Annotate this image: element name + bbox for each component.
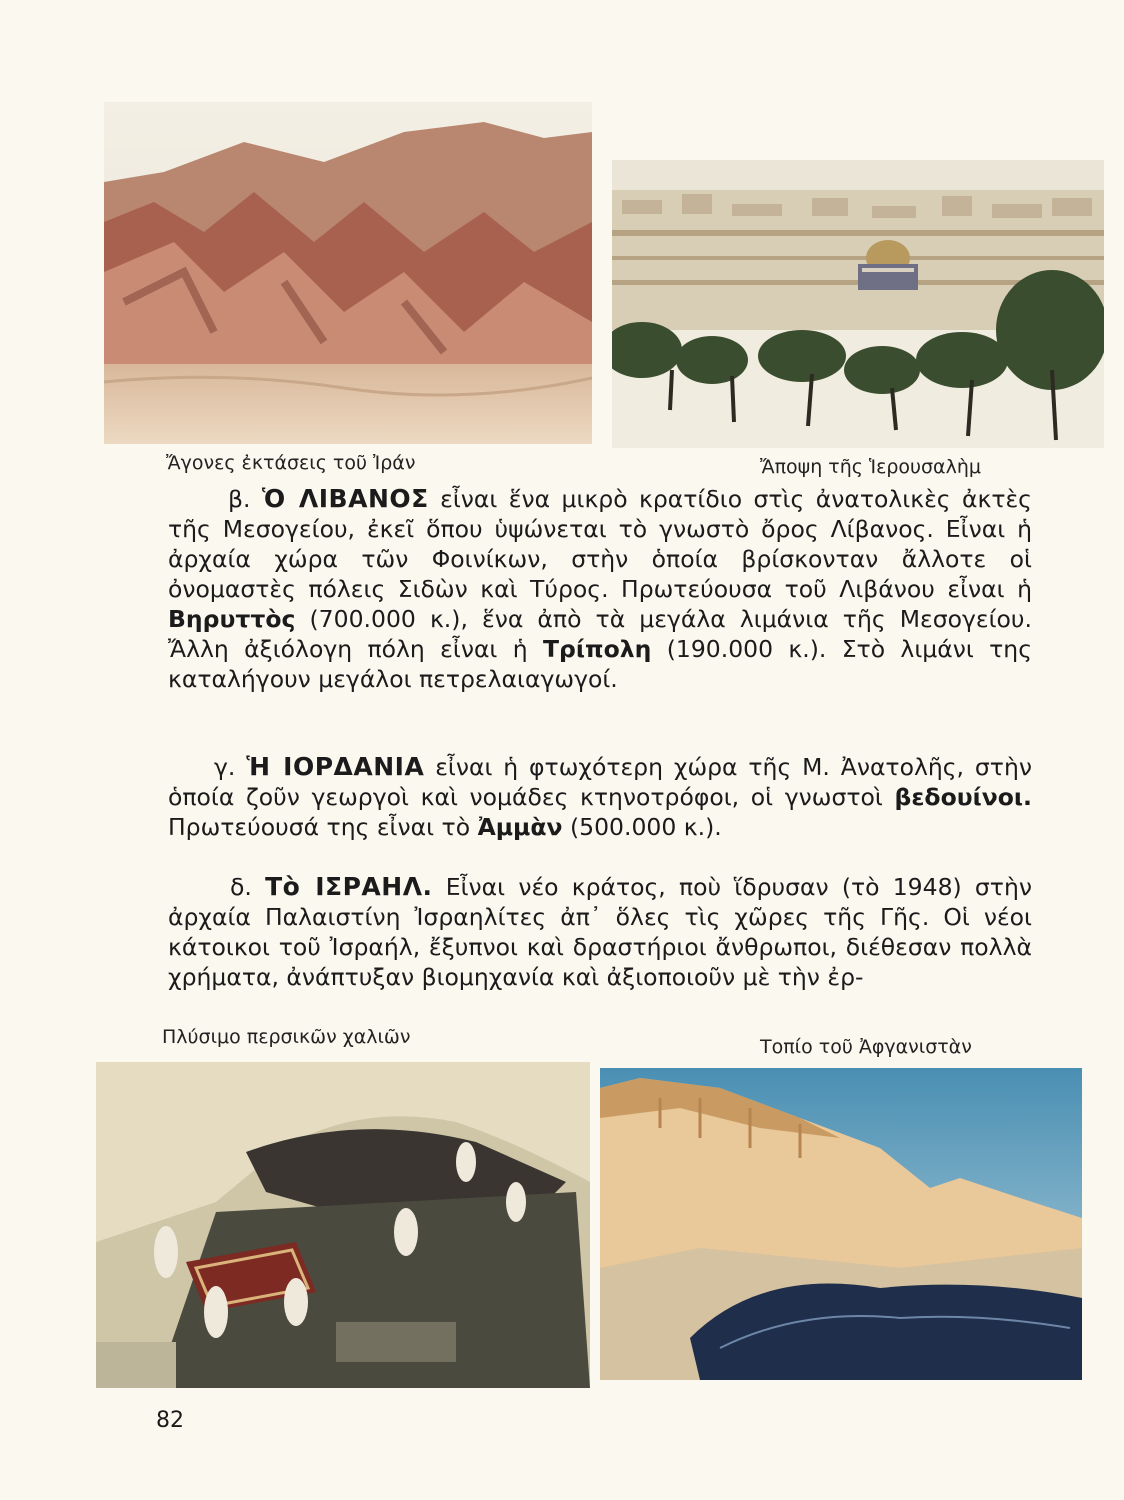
paragraph-israel	[168, 872, 1032, 992]
heading-jordan: Ἡ ΙΟΡΔΑΝΙΑ	[246, 752, 425, 781]
capital-amman: Ἀμμὰν	[477, 813, 563, 841]
caption-afghanistan: Τοπίο τοῦ Ἀφγανιστὰν	[760, 1036, 972, 1058]
text-israel-1: Εἶναι νέο κράτος, ποὺ ἵδρυσαν (τὸ 1948) στὴν ἀρχαία Παλαιστίνη Ἰσραηλίτες ἀπ᾽ ὅλες τὶς χῶρες τῆς Γῆς. Οἱ νέοι κάτοικοι τοῦ Ἰσραήλ, ἔξυπνοι καὶ δραστήριοι ἄνθρωποι, διέθεσαν πολλὰ χρήματα, ἀνάπτυξαν βιομηχανία καὶ ἀξιοποιοῦν μὲ τὴν ἐρ-	[168, 873, 1032, 991]
text-jordan-3: (500.000 κ.).	[569, 813, 722, 841]
page-number: 82	[156, 1408, 184, 1433]
section-letter-jordan: γ.	[214, 753, 236, 781]
text-jordan-1: εἶναι ἡ φτωχότερη χώρα τῆς Μ. Ἀνατολῆς, στὴν ὁποία ζοῦν γεωργοὶ καὶ νομάδες κτηνοτρόφοι, οἱ γνωστοὶ	[168, 753, 1032, 811]
capital-beirut: Βηρυττὸς	[168, 605, 296, 633]
caption-iran: Ἄγονες ἐκτάσεις τοῦ Ἰράν	[166, 452, 416, 474]
city-tripoli: Τρίπολη	[543, 635, 652, 663]
photo-afghanistan-landscape	[600, 1068, 1082, 1380]
text-lebanon-1: εἶναι ἕνα μικρὸ κρατίδιο στὶς ἀνατολικὲς ἀκτὲς τῆς Μεσογείου, ἐκεῖ ὅπου ὑψώνεται τὸ γνωστὸ ὄρος Λίβανος. Εἶναι ἡ ἀρχαία χώρα τῶν Φοινίκων, στὴν ὁποία βρίσκονταν ἄλλοτε οἱ ὀνομαστὲς πόλεις Σιδὼν καὶ Τύρος. Πρωτεύουσα τοῦ Λιβάνου εἶναι ἡ	[168, 485, 1032, 603]
paragraph-jordan	[168, 752, 1032, 842]
text-lebanon-2: (700.000 κ.), ἕνα ἀπὸ τὰ μεγάλα λιμάνια τῆς Μεσογείου. Ἄλλη ἀξιόλογη πόλη εἶναι ἡ	[168, 605, 1032, 663]
heading-israel: Τὸ ΙΣΡΑΗΛ.	[265, 872, 433, 901]
photo-jerusalem-view	[612, 160, 1104, 448]
caption-carpets: Πλύσιμο περσικῶν χαλιῶν	[162, 1026, 411, 1048]
section-letter-lebanon: β.	[228, 485, 251, 513]
section-letter-israel: δ.	[230, 873, 252, 901]
photo-washing-persian-carpets	[96, 1062, 590, 1388]
people-bedouins: βεδουίνοι.	[894, 783, 1032, 811]
paragraph-lebanon	[168, 484, 1032, 694]
text-lebanon-3: (190.000 κ.). Στὸ λιμάνι της καταλήγουν μεγάλοι πετρελαιαγωγοί.	[168, 635, 1032, 693]
photo-iran-barren-lands	[104, 102, 592, 444]
text-jordan-2: Πρωτεύουσά της εἶναι τὸ	[168, 813, 471, 841]
heading-lebanon: Ὁ ΛΙΒΑΝΟΣ	[261, 484, 429, 513]
caption-jerusalem: Ἄποψη τῆς Ἱερουσαλὴμ	[760, 456, 981, 478]
